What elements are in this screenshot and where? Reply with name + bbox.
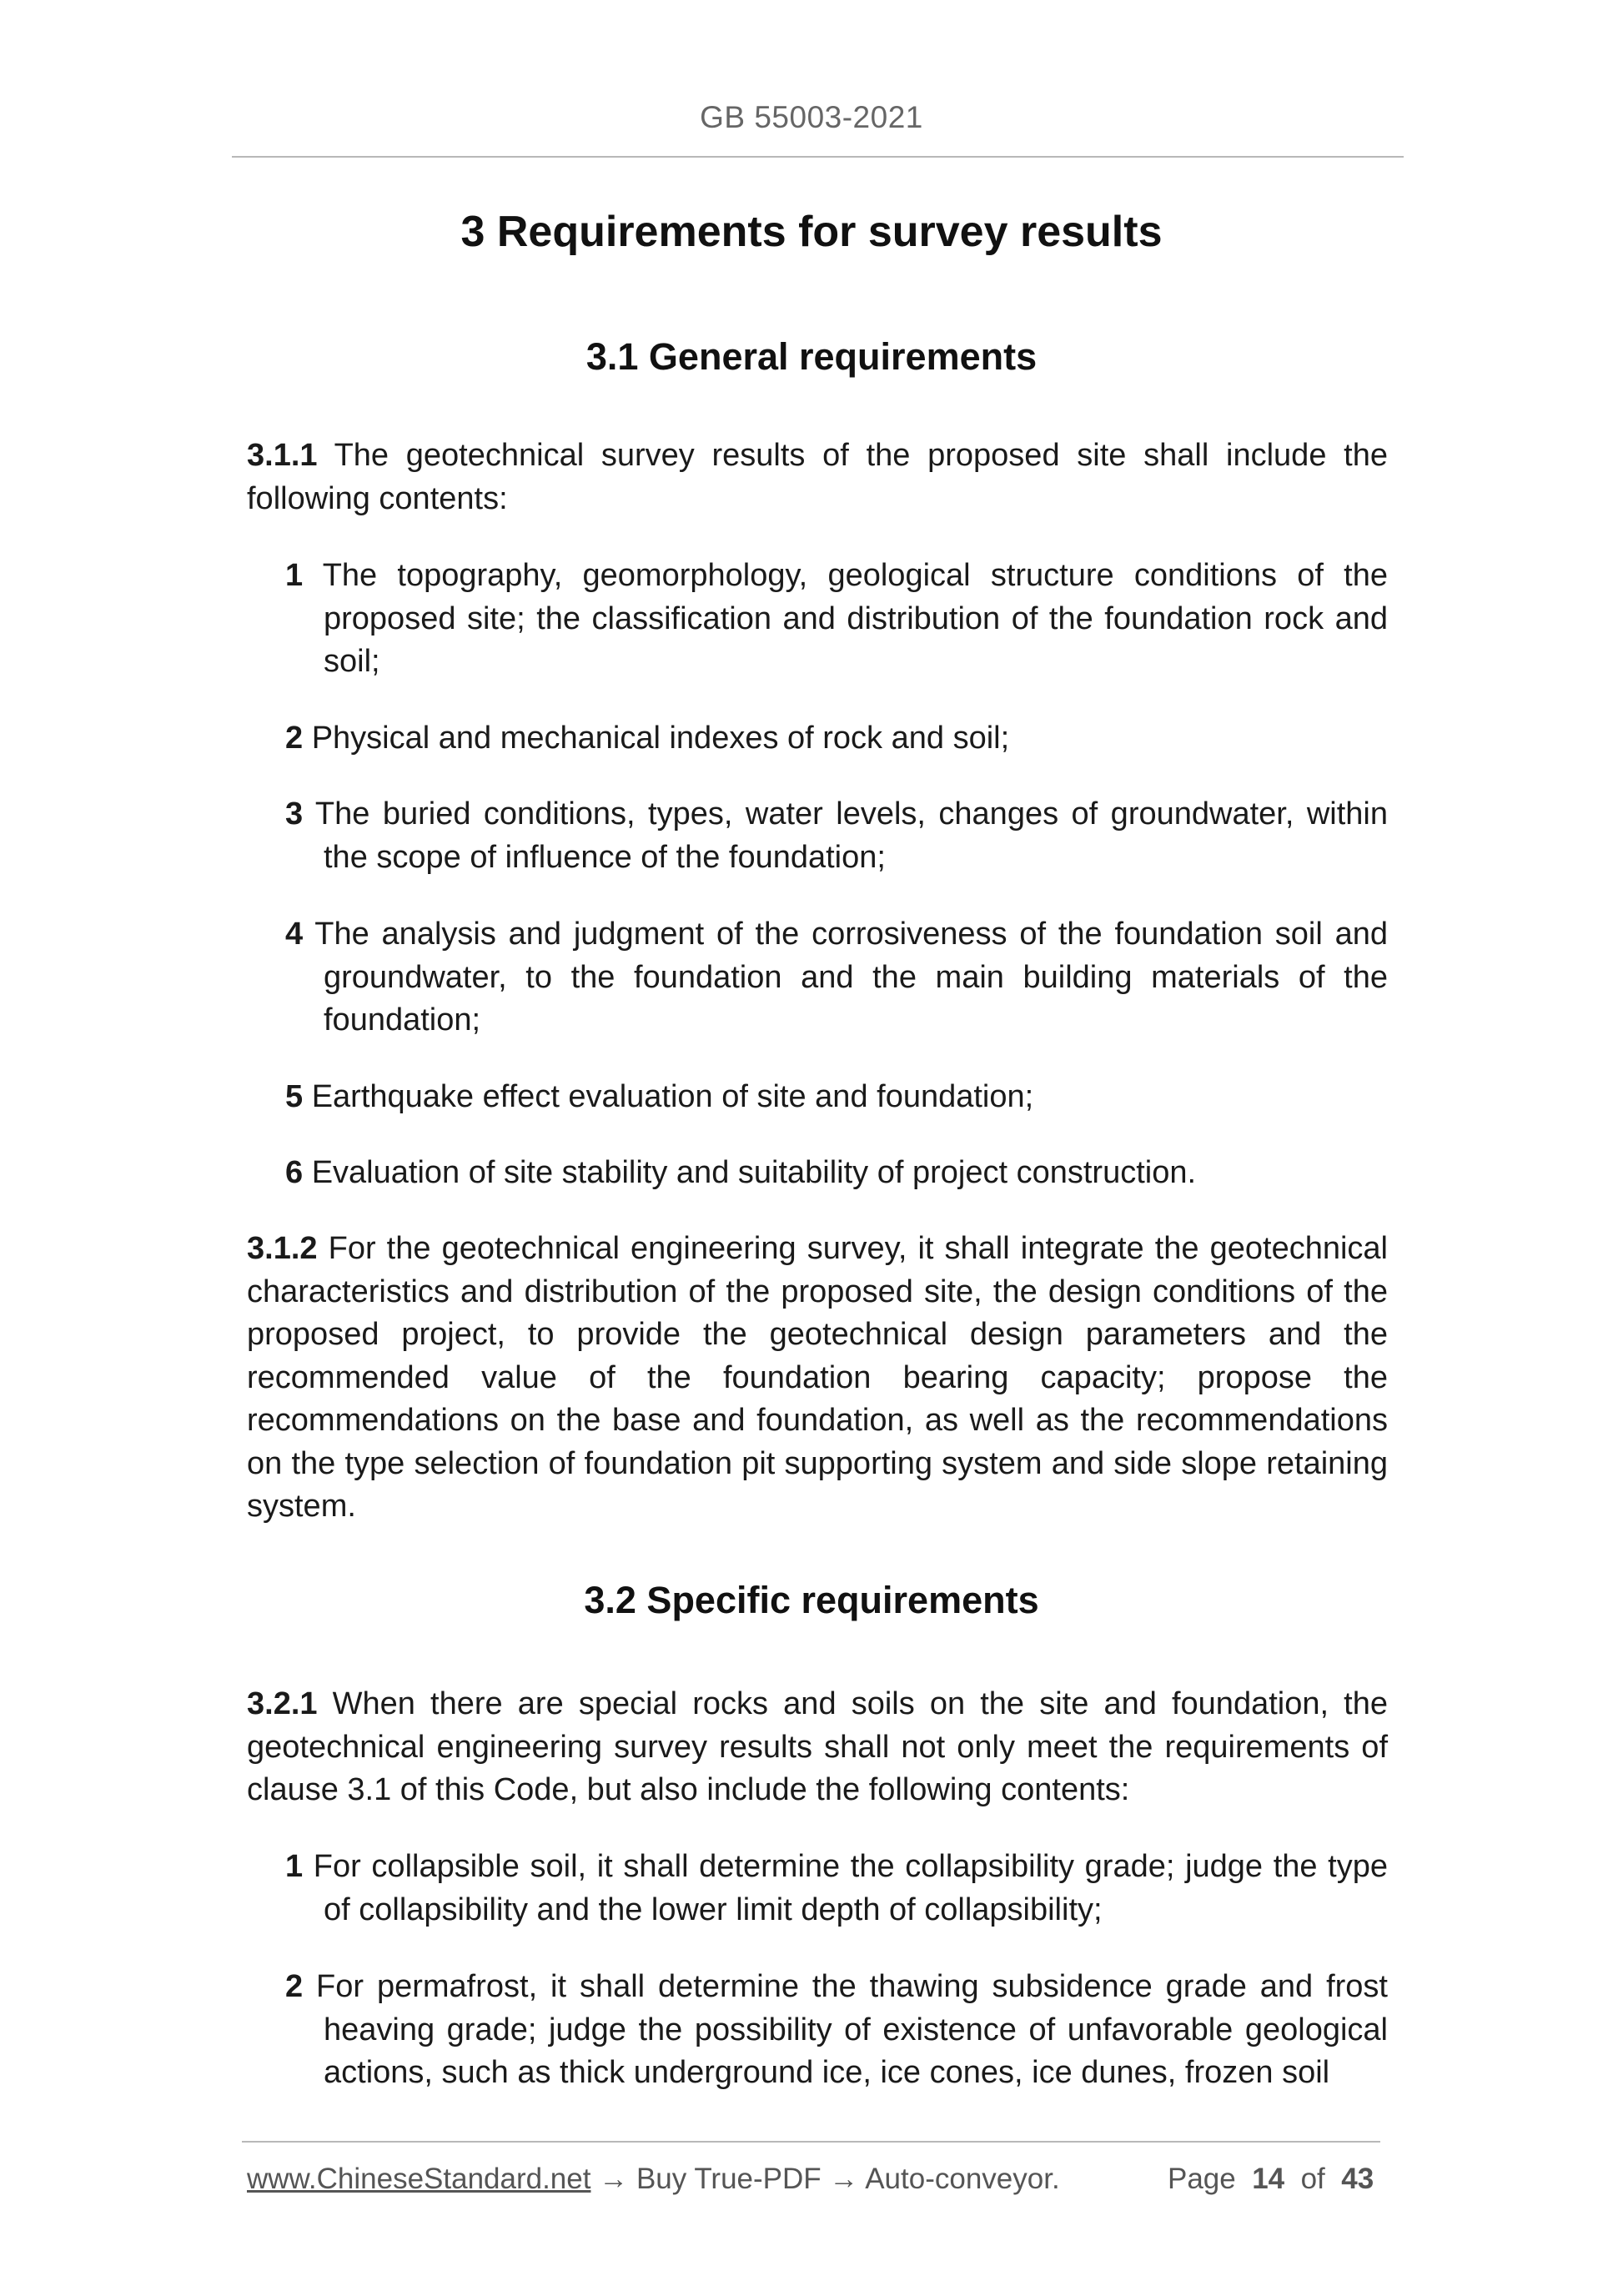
item-number: 2 [285,721,304,756]
list-item [285,1152,1388,1195]
item-number: 1 [285,558,304,593]
clause-number: 3.2.1 [247,1686,318,1721]
page-current: 14 [1252,2163,1285,2195]
list-item [285,913,1388,1042]
header-code: GB 55003-2021 [700,100,923,134]
arrow-icon: → [599,2163,629,2195]
section-title-3-1: 3.1 General requirements [585,335,1038,378]
item-text: Earthquake effect evaluation of site and foundation; [303,1079,1034,1114]
clause-number: 3.1.2 [247,1231,318,1266]
footer-divider [242,2141,1380,2143]
list-item [285,1966,1388,2095]
item-text: For collapsible soil, it shall determine the collapsibility grade; judge the type of collapsibility and the lower limit depth of collapsibility; [303,1849,1388,1927]
list-item [285,555,1388,684]
item-text: For permafrost, it shall determine the thawing subsidence grade and frost heaving grade; judge the possibility of existence of unfavorable geological actions, such as thick underground ice, ice cones, ice dunes, frozen soil [303,1969,1388,2090]
header-divider [232,156,1404,158]
website-link[interactable]: www.ChineseStandard.net [247,2163,591,2195]
clause-3-1-2 [247,1228,1388,1529]
item-number: 1 [285,1849,304,1884]
clause-text: The geotechnical survey results of the proposed site shall include the following contents: [247,438,1388,516]
item-number: 4 [285,917,304,952]
item-text: Physical and mechanical indexes of rock and soil; [303,721,1010,756]
page-label: Page [1168,2163,1236,2195]
clause-3-1-1 [247,435,1388,520]
arrow-icon: → [829,2163,859,2195]
item-text: The topography, geomorphology, geological structure conditions of the proposed site; the classification and distribution of the foundation rock and soil; [303,558,1388,679]
item-number: 5 [285,1079,304,1114]
item-text: The buried conditions, types, water levels, changes of groundwater, within the scope of influence of the foundation; [303,796,1388,875]
list-item [285,1846,1388,1932]
clause-number: 3.1.1 [247,438,318,473]
page-of-label: of [1300,2163,1325,2195]
auto-conveyor-text: Auto-conveyor. [865,2163,1060,2195]
item-text: The analysis and judgment of the corrosiveness of the foundation soil and groundwater, to the foundation and the main building materials of the foundation; [303,917,1388,1037]
list-item [285,717,1388,761]
item-text: Evaluation of site stability and suitability of project construction. [303,1155,1197,1190]
clause-3-2-1 [247,1683,1388,1812]
chapter-title: 3 Requirements for survey results [460,208,1163,256]
list-item [285,1076,1388,1119]
list-item [285,793,1388,879]
clause-text: For the geotechnical engineering survey, it shall integrate the geotechnical characteristics and distribution of the proposed site, the design conditions of the proposed project, to provide the geotechnical design parameters and the recommended value of the foundation bearing capacity; propose the recommendations on the base and foundation, as well as the recommendations on the type selection of foundation pit supporting system and side slope retaining system. [247,1231,1388,1524]
page-indicator [1168,2163,1374,2196]
item-number: 3 [285,796,304,831]
page-total: 43 [1341,2163,1374,2195]
item-number: 2 [285,1969,304,2004]
clause-text: When there are special rocks and soils on the site and foundation, the geotechnical engineering survey results shall not only meet the requirements of clause 3.1 of this Code, but also include the following contents: [247,1686,1388,1807]
section-title-3-2: 3.2 Specific requirements [584,1579,1039,1621]
item-number: 6 [285,1155,304,1190]
footer-links [247,2163,1060,2196]
buy-pdf-link: Buy True-PDF [636,2163,822,2195]
